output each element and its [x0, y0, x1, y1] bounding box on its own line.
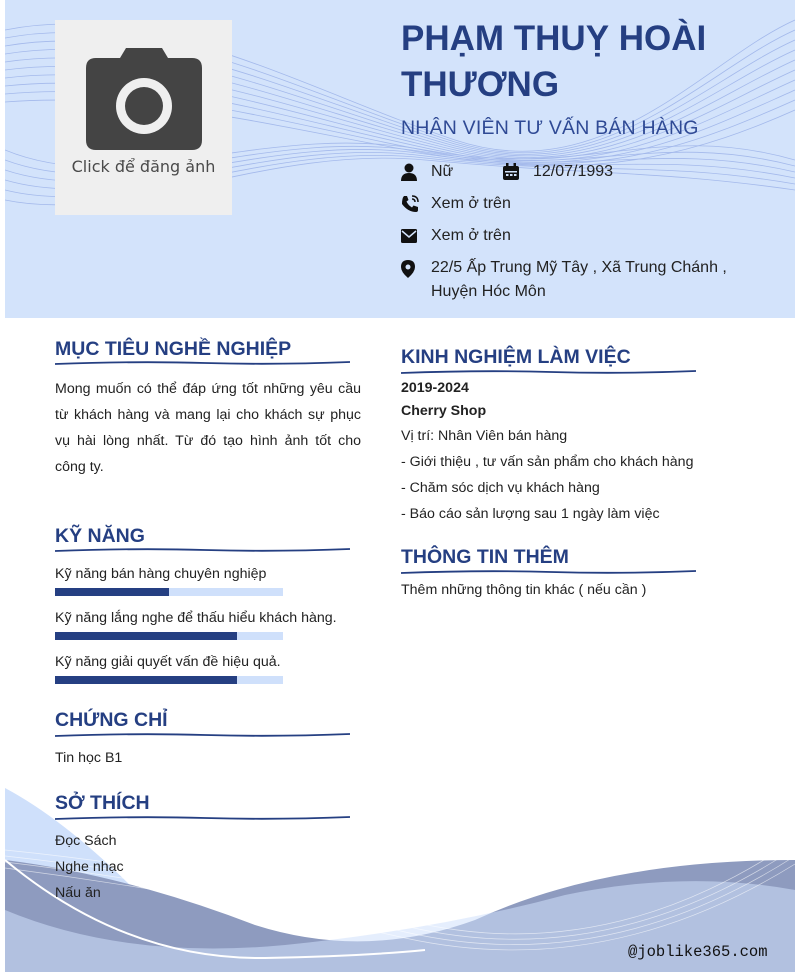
- phone-value: Xem ở trên: [431, 195, 511, 212]
- candidate-job-title: NHÂN VIÊN TƯ VẤN BÁN HÀNG: [401, 117, 699, 139]
- candidate-name: PHẠM THUỴ HOÀI THƯƠNG: [401, 19, 707, 104]
- skill-bar-fill: [55, 588, 169, 596]
- additional-text: Thêm những thông tin khác ( nếu cần ): [401, 582, 647, 598]
- address-row: [401, 256, 741, 304]
- skill-bar-fill: [55, 632, 237, 640]
- additional-underline: [401, 568, 696, 576]
- experience-duty: - Chăm sóc dịch vụ khách hàng: [401, 480, 600, 496]
- experience-duty: - Giới thiệu , tư vấn sản phẩm cho khách hàng: [401, 454, 694, 470]
- cv-page: [5, 0, 795, 972]
- birthdate-value: 12/07/1993: [533, 163, 614, 180]
- profile-photo-placeholder[interactable]: [55, 20, 232, 215]
- phone-icon: [401, 195, 419, 213]
- skill-label: Kỹ năng bán hàng chuyên nghiệp: [55, 566, 267, 582]
- envelope-icon: [401, 229, 417, 243]
- hobby-item: Đọc Sách: [55, 833, 117, 849]
- hobbies-underline: [55, 814, 350, 822]
- skill-label: Kỹ năng lắng nghe để thấu hiểu khách hàng.: [55, 610, 337, 626]
- skills-underline: [55, 546, 350, 554]
- phone-row: [401, 192, 601, 216]
- hobbies-title: SỞ THÍCH: [55, 792, 150, 814]
- skill-bar: [55, 676, 283, 684]
- certificates-title: CHỨNG CHỈ: [55, 709, 168, 731]
- hobby-item: Nấu ăn: [55, 885, 101, 901]
- certificate-item: Tin học B1: [55, 750, 123, 766]
- experience-duty: - Báo cáo sản lượng sau 1 ngày làm việc: [401, 506, 660, 522]
- objective-title: MỤC TIÊU NGHỀ NGHIỆP: [55, 338, 292, 360]
- email-row: [401, 224, 601, 248]
- experience-title: KINH NGHIỆM LÀM VIỆC: [401, 346, 631, 368]
- objective-text: Mong muốn có thể đáp ứng tốt những yêu cầu từ khách hàng và mang lại cho khách sự phục vụ hài lòng nhất. Từ đó tạo hình ảnh tốt cho công ty.: [55, 381, 361, 475]
- skill-bar-fill: [55, 676, 237, 684]
- camera-icon: [86, 48, 202, 150]
- skill-label: Kỹ năng giải quyết vấn đề hiệu quả.: [55, 654, 281, 670]
- calendar-icon: [503, 163, 519, 181]
- hobby-item: Nghe nhạc: [55, 859, 124, 875]
- birthdate-row: [503, 160, 663, 184]
- experience-underline: [401, 368, 696, 376]
- address-line-2: Huyện Hóc Môn: [431, 283, 546, 300]
- gender-value: Nữ: [431, 163, 454, 180]
- certificates-underline: [55, 731, 350, 739]
- experience-position: Vị trí: Nhân Viên bán hàng: [401, 428, 568, 444]
- experience-period: 2019-2024: [401, 380, 469, 396]
- cv-header: [5, 0, 795, 318]
- skills-title: KỸ NĂNG: [55, 525, 145, 547]
- footer-handle: @joblike365.com: [628, 943, 768, 961]
- email-value: Xem ở trên: [431, 227, 511, 244]
- skill-bar: [55, 632, 283, 640]
- experience-company: Cherry Shop: [401, 403, 487, 419]
- skill-bar: [55, 588, 283, 596]
- additional-title: THÔNG TIN THÊM: [401, 546, 569, 568]
- user-icon: [401, 163, 417, 181]
- objective-underline: [55, 359, 350, 367]
- photo-caption: Click để đăng ảnh: [71, 157, 216, 176]
- map-pin-icon: [401, 260, 415, 278]
- address-line-1: 22/5 Ấp Trung Mỹ Tây , Xã Trung Chánh ,: [431, 259, 727, 276]
